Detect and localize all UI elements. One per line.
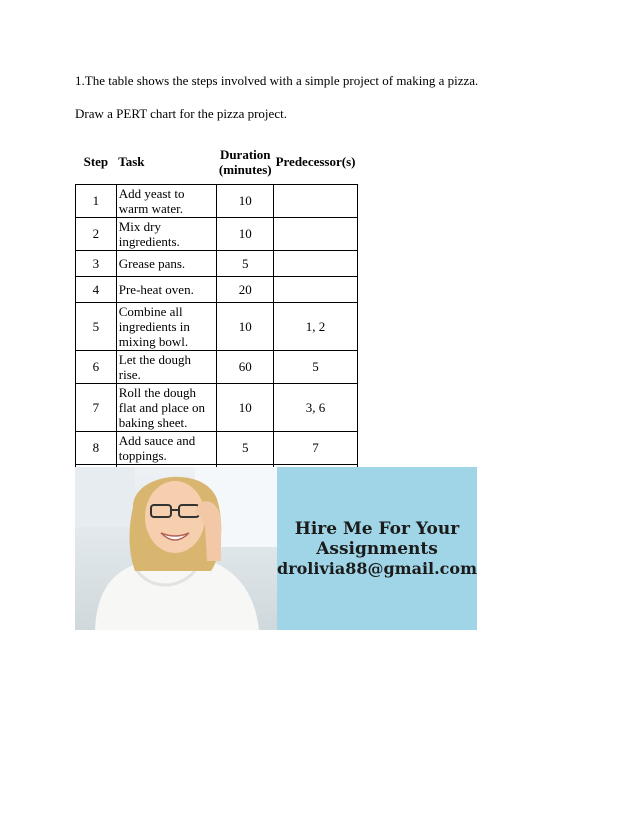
cell-predecessors (274, 184, 358, 217)
header-duration-line1: Duration (219, 146, 271, 162)
cell-task: Mix dry ingredients. (116, 217, 217, 250)
cell-predecessors (274, 276, 358, 302)
cell-step: 4 (76, 276, 117, 302)
steps-table (75, 140, 358, 498)
cell-duration: 10 (217, 184, 274, 217)
cell-task: Roll the dough flat and place on baking sheet. (116, 383, 217, 431)
cell-step: 8 (76, 431, 117, 464)
cell-task: Let the dough rise. (116, 350, 217, 383)
cell-predecessors: 1, 2 (274, 302, 358, 350)
woman-with-glasses-photo (75, 467, 277, 630)
cell-task: Grease pans. (116, 250, 217, 276)
table-row (76, 217, 358, 250)
question-text: 1.The table shows the steps involved with a simple project of making a pizza. (75, 73, 479, 88)
cell-step: 3 (76, 250, 117, 276)
table-row (76, 383, 358, 431)
hire-me-line: Hire Me For Your (294, 518, 460, 539)
cell-duration: 10 (217, 217, 274, 250)
table-row (76, 184, 358, 217)
cell-task: Add yeast to warm water. (116, 184, 217, 217)
header-predecessors: Predecessor(s) (274, 140, 358, 184)
cell-predecessors: 3, 6 (274, 383, 358, 431)
cell-duration: 5 (217, 431, 274, 464)
cell-duration: 60 (217, 350, 274, 383)
table-row (76, 431, 358, 464)
table-header-row (76, 140, 358, 184)
cell-duration: 10 (217, 302, 274, 350)
cell-task: Add sauce and toppings. (116, 431, 217, 464)
cell-duration: 5 (217, 250, 274, 276)
cell-step: 7 (76, 383, 117, 431)
cell-step: 6 (76, 350, 117, 383)
header-duration-line2: (minutes) (218, 161, 272, 177)
assignments-line: Assignments (316, 538, 438, 559)
cell-duration: 10 (217, 383, 274, 431)
cell-predecessors: 7 (274, 431, 358, 464)
cell-predecessors (274, 250, 358, 276)
header-duration (217, 140, 274, 184)
cell-step: 2 (76, 217, 117, 250)
advertisement-banner (75, 467, 477, 630)
cell-step: 1 (76, 184, 117, 217)
contact-email: drolivia88@gmail.com (277, 558, 477, 578)
table-row (76, 276, 358, 302)
header-task: Task (116, 140, 217, 184)
table-row (76, 302, 358, 350)
table-row (76, 250, 358, 276)
cell-duration: 20 (217, 276, 274, 302)
cell-predecessors: 5 (274, 350, 358, 383)
woman-photo-icon (75, 467, 277, 630)
cell-step: 5 (76, 302, 117, 350)
cell-task: Pre-heat oven. (116, 276, 217, 302)
cell-task: Combine all ingredients in mixing bowl. (116, 302, 217, 350)
contact-panel (277, 467, 477, 630)
header-step: Step (76, 140, 117, 184)
table-row (76, 350, 358, 383)
question-instruction: Draw a PERT chart for the pizza project. (75, 106, 287, 121)
cell-predecessors (274, 217, 358, 250)
